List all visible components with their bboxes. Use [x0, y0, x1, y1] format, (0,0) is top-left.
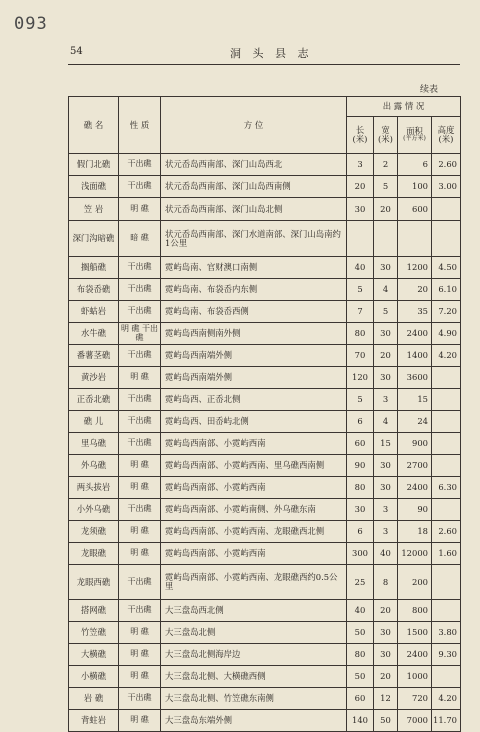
header-length-label: 长 [355, 125, 365, 136]
table-row [69, 345, 461, 367]
reef-location-cell: 霓屿岛西南侧南外侧 [161, 323, 347, 345]
reef-width-cell: 3 [374, 389, 398, 411]
reef-location-cell: 大三盘岛北侧海岸边 [161, 644, 347, 666]
reef-nature-cell: 明 礁 [119, 710, 161, 732]
reef-area-cell: 12000 [398, 543, 432, 565]
reef-name-cell: 竹笠礁 [69, 622, 119, 644]
reef-location-cell: 大三盘岛西北侧 [161, 600, 347, 622]
reef-area-cell [398, 221, 432, 257]
header-area [398, 117, 432, 154]
reef-nature-cell: 明 礁 [119, 455, 161, 477]
reef-nature-cell: 干出礁 [119, 301, 161, 323]
reef-nature-cell: 明 礁 [119, 543, 161, 565]
table-row [69, 323, 461, 345]
page-stamp: 093 [14, 14, 48, 34]
reef-height-cell [432, 221, 461, 257]
reef-length-cell: 300 [347, 543, 374, 565]
table-row [69, 301, 461, 323]
reef-nature-cell: 明 礁 干出礁 [119, 323, 161, 345]
reef-length-cell: 30 [347, 198, 374, 221]
running-title: 洞 头 县 志 [230, 47, 313, 60]
reef-area-cell: 200 [398, 565, 432, 600]
reef-area-cell: 800 [398, 600, 432, 622]
reef-width-cell: 30 [374, 644, 398, 666]
reef-name-cell: 礁 儿 [69, 411, 119, 433]
reef-name-cell: 大横礁 [69, 644, 119, 666]
reef-location-cell: 大三盘岛北侧、竹笠礁东南侧 [161, 688, 347, 710]
reef-width-cell: 4 [374, 279, 398, 301]
reef-area-cell: 2400 [398, 477, 432, 499]
reef-width-cell: 15 [374, 433, 398, 455]
header-length [347, 117, 374, 154]
reef-area-cell: 20 [398, 279, 432, 301]
reef-height-cell: 6.30 [432, 477, 461, 499]
reef-length-cell: 50 [347, 666, 374, 688]
reef-length-cell: 90 [347, 455, 374, 477]
reef-length-cell: 60 [347, 688, 374, 710]
reef-name-cell: 黄沙岩 [69, 367, 119, 389]
reef-height-cell [432, 666, 461, 688]
table-row [69, 279, 461, 301]
reef-name-cell: 布袋岙礁 [69, 279, 119, 301]
reef-height-cell: 3.80 [432, 622, 461, 644]
reef-area-cell: 90 [398, 499, 432, 521]
reef-area-cell: 35 [398, 301, 432, 323]
reef-location-cell: 霓屿岛南、官财澳口南侧 [161, 257, 347, 279]
reef-area-cell: 2400 [398, 323, 432, 345]
reef-height-cell: 7.20 [432, 301, 461, 323]
page-number: 54 [70, 46, 83, 57]
table-row [69, 543, 461, 565]
reef-length-cell: 25 [347, 565, 374, 600]
table-row [69, 411, 461, 433]
header-area-label: 面积 [406, 126, 423, 137]
reef-height-cell [432, 411, 461, 433]
table-row [69, 521, 461, 543]
table-row [69, 600, 461, 622]
table-row [69, 666, 461, 688]
reef-name-cell: 笠 岩 [69, 198, 119, 221]
table-row [69, 257, 461, 279]
reef-location-cell: 霓屿岛西南部、小霓屿西南、里乌礁西南侧 [161, 455, 347, 477]
reef-area-cell: 24 [398, 411, 432, 433]
reef-name-cell: 搁船礁 [69, 257, 119, 279]
reef-name-cell: 搭网礁 [69, 600, 119, 622]
reef-area-cell: 1400 [398, 345, 432, 367]
reef-length-cell: 7 [347, 301, 374, 323]
reef-height-cell [432, 565, 461, 600]
reef-height-cell [432, 455, 461, 477]
reef-width-cell: 30 [374, 367, 398, 389]
reef-width-cell: 20 [374, 666, 398, 688]
reef-area-cell: 7000 [398, 710, 432, 732]
reef-length-cell: 5 [347, 279, 374, 301]
reef-length-cell: 5 [347, 389, 374, 411]
reef-name-cell: 水牛礁 [69, 323, 119, 345]
reef-height-cell: 4.50 [432, 257, 461, 279]
reef-nature-cell: 干出礁 [119, 257, 161, 279]
reef-location-cell: 霓屿岛西南部、小霓屿西南、龙眼礁西约0.5公里 [161, 565, 347, 600]
reef-length-cell: 40 [347, 600, 374, 622]
reef-area-cell: 720 [398, 688, 432, 710]
reef-length-cell: 120 [347, 367, 374, 389]
continued-label: 续表 [420, 85, 439, 95]
reef-location-cell: 大三盘岛北侧 [161, 622, 347, 644]
reef-nature-cell: 干出礁 [119, 499, 161, 521]
reef-name-cell: 番薯茎礁 [69, 345, 119, 367]
reef-length-cell: 80 [347, 477, 374, 499]
reef-width-cell: 20 [374, 198, 398, 221]
reef-width-cell: 20 [374, 600, 398, 622]
reef-area-cell: 1000 [398, 666, 432, 688]
reef-length-cell: 50 [347, 622, 374, 644]
reef-location-cell: 状元岙岛西南部、深门山岛西南侧 [161, 176, 347, 198]
reef-area-cell: 2700 [398, 455, 432, 477]
reef-height-cell: 1.60 [432, 543, 461, 565]
reef-location-cell: 状元岙岛西南部、深门山岛西北 [161, 154, 347, 176]
header-name: 礁 名 [69, 97, 119, 154]
table-row [69, 622, 461, 644]
reef-nature-cell: 干出礁 [119, 565, 161, 600]
table-row [69, 198, 461, 221]
reef-nature-cell: 明 礁 [119, 622, 161, 644]
header-length-unit: (米) [352, 134, 368, 144]
reef-width-cell: 5 [374, 176, 398, 198]
reef-height-cell [432, 367, 461, 389]
reef-nature-cell: 干出礁 [119, 688, 161, 710]
reef-width-cell: 40 [374, 543, 398, 565]
reef-area-cell: 600 [398, 198, 432, 221]
header-nature: 性 质 [119, 97, 161, 154]
header-rule [68, 64, 460, 65]
reef-width-cell: 30 [374, 622, 398, 644]
reef-location-cell: 状元岙岛西南部、深门山岛北侧 [161, 198, 347, 221]
table-row [69, 389, 461, 411]
reef-height-cell [432, 433, 461, 455]
table-row [69, 433, 461, 455]
reef-nature-cell: 干出礁 [119, 154, 161, 176]
reef-nature-cell: 明 礁 [119, 477, 161, 499]
reef-height-cell [432, 389, 461, 411]
reef-area-cell: 900 [398, 433, 432, 455]
reef-height-cell [432, 600, 461, 622]
reef-height-cell: 3.00 [432, 176, 461, 198]
reef-length-cell: 6 [347, 521, 374, 543]
reef-length-cell: 30 [347, 499, 374, 521]
reef-length-cell: 3 [347, 154, 374, 176]
reef-height-cell: 2.60 [432, 521, 461, 543]
reef-name-cell: 虾蛄岩 [69, 301, 119, 323]
table-row [69, 455, 461, 477]
reef-width-cell: 30 [374, 477, 398, 499]
table-row [69, 176, 461, 198]
reef-name-cell: 浅面礁 [69, 176, 119, 198]
reef-height-cell: 4.20 [432, 345, 461, 367]
header-height [432, 117, 461, 154]
reef-nature-cell: 暗 礁 [119, 221, 161, 257]
reef-name-cell: 外乌礁 [69, 455, 119, 477]
reef-width-cell: 5 [374, 301, 398, 323]
reef-location-cell: 大三盘岛东端外侧 [161, 710, 347, 732]
reef-location-cell: 状元岙岛西南部、深门水道南部、深门山岛南约1公里 [161, 221, 347, 257]
reef-length-cell: 40 [347, 257, 374, 279]
reef-nature-cell: 干出礁 [119, 176, 161, 198]
reef-width-cell: 2 [374, 154, 398, 176]
reef-width-cell: 3 [374, 499, 398, 521]
reef-name-cell: 里乌礁 [69, 433, 119, 455]
reef-width-cell: 30 [374, 257, 398, 279]
reef-name-cell: 小横礁 [69, 666, 119, 688]
reef-height-cell [432, 198, 461, 221]
reef-length-cell: 140 [347, 710, 374, 732]
header-width [374, 117, 398, 154]
reef-nature-cell: 明 礁 [119, 521, 161, 543]
header-width-unit: (米) [378, 134, 393, 144]
reef-name-cell: 岩 礁 [69, 688, 119, 710]
reef-area-cell: 15 [398, 389, 432, 411]
reef-height-cell: 6.10 [432, 279, 461, 301]
reef-length-cell: 6 [347, 411, 374, 433]
reef-width-cell: 3 [374, 521, 398, 543]
header-area-unit: (平方米) [403, 135, 426, 143]
reef-name-cell: 两头拔岩 [69, 477, 119, 499]
reef-location-cell: 霓屿岛西、田岙屿北侧 [161, 411, 347, 433]
reef-area-cell: 100 [398, 176, 432, 198]
reef-length-cell: 80 [347, 644, 374, 666]
reef-location-cell: 霓屿岛西南部、小霓屿西南 [161, 433, 347, 455]
reef-nature-cell: 干出礁 [119, 600, 161, 622]
header-height-unit: (米) [438, 134, 454, 144]
reef-width-cell [374, 221, 398, 257]
reef-nature-cell: 明 礁 [119, 666, 161, 688]
table-row [69, 710, 461, 732]
reef-name-cell: 龙眼西礁 [69, 565, 119, 600]
reef-location-cell: 霓屿岛南、布袋岙西侧 [161, 301, 347, 323]
reef-name-cell: 正岙北礁 [69, 389, 119, 411]
table-row [69, 154, 461, 176]
reef-width-cell: 20 [374, 345, 398, 367]
table-row [69, 565, 461, 600]
reef-height-cell: 4.20 [432, 688, 461, 710]
reef-area-cell: 1500 [398, 622, 432, 644]
reef-area-cell: 2400 [398, 644, 432, 666]
reef-length-cell: 20 [347, 176, 374, 198]
table-row [69, 644, 461, 666]
reef-width-cell: 12 [374, 688, 398, 710]
reef-location-cell: 霓屿岛南、布袋岙内东侧 [161, 279, 347, 301]
table-row [69, 221, 461, 257]
reef-width-cell: 8 [374, 565, 398, 600]
reef-width-cell: 30 [374, 323, 398, 345]
table-row [69, 688, 461, 710]
reef-area-cell: 18 [398, 521, 432, 543]
reef-name-cell: 小外乌礁 [69, 499, 119, 521]
reef-height-cell: 11.70 [432, 710, 461, 732]
reef-nature-cell: 干出礁 [119, 433, 161, 455]
reef-width-cell: 4 [374, 411, 398, 433]
reef-name-cell: 背蛀岩 [69, 710, 119, 732]
header-width-label: 宽 [381, 125, 390, 136]
reef-name-cell: 假门北礁 [69, 154, 119, 176]
reef-area-cell: 3600 [398, 367, 432, 389]
reef-nature-cell: 明 礁 [119, 367, 161, 389]
reef-area-cell: 6 [398, 154, 432, 176]
header-exposure: 出 露 情 况 [347, 97, 461, 117]
reef-nature-cell: 明 礁 [119, 644, 161, 666]
reef-area-cell: 1200 [398, 257, 432, 279]
reef-height-cell: 9.30 [432, 644, 461, 666]
table-row [69, 499, 461, 521]
reef-location-cell: 霓屿岛西南部、小霓屿西南 [161, 477, 347, 499]
reef-location-cell: 霓屿岛西南部、小霓屿西南 [161, 543, 347, 565]
reef-length-cell: 70 [347, 345, 374, 367]
reef-location-cell: 霓屿岛西南端外侧 [161, 345, 347, 367]
reef-length-cell: 80 [347, 323, 374, 345]
reef-height-cell: 2.60 [432, 154, 461, 176]
reef-length-cell: 60 [347, 433, 374, 455]
reef-nature-cell: 干出礁 [119, 411, 161, 433]
reef-nature-cell: 干出礁 [119, 345, 161, 367]
reef-width-cell: 50 [374, 710, 398, 732]
reef-name-cell: 龙眼礁 [69, 543, 119, 565]
table-row [69, 367, 461, 389]
reef-nature-cell: 明 礁 [119, 198, 161, 221]
reef-name-cell: 龙须礁 [69, 521, 119, 543]
reef-location-cell: 霓屿岛西、正岙北侧 [161, 389, 347, 411]
reef-location-cell: 霓屿岛西南部、小霓屿南侧、外乌礁东南 [161, 499, 347, 521]
reef-name-cell: 深门沟暗礁 [69, 221, 119, 257]
reef-nature-cell: 干出礁 [119, 389, 161, 411]
reef-location-cell: 霓屿岛西南端外侧 [161, 367, 347, 389]
reef-location-cell: 霓屿岛西南部、小霓屿西南、龙眼礁西北侧 [161, 521, 347, 543]
reef-height-cell [432, 499, 461, 521]
reef-height-cell: 4.90 [432, 323, 461, 345]
reef-width-cell: 30 [374, 455, 398, 477]
header-location: 方 位 [161, 97, 347, 154]
reef-nature-cell: 干出礁 [119, 279, 161, 301]
table-row [69, 477, 461, 499]
reef-location-cell: 大三盘岛北侧、大横礁西侧 [161, 666, 347, 688]
reef-table [68, 96, 461, 732]
reef-length-cell [347, 221, 374, 257]
header-height-label: 高度 [437, 125, 455, 136]
